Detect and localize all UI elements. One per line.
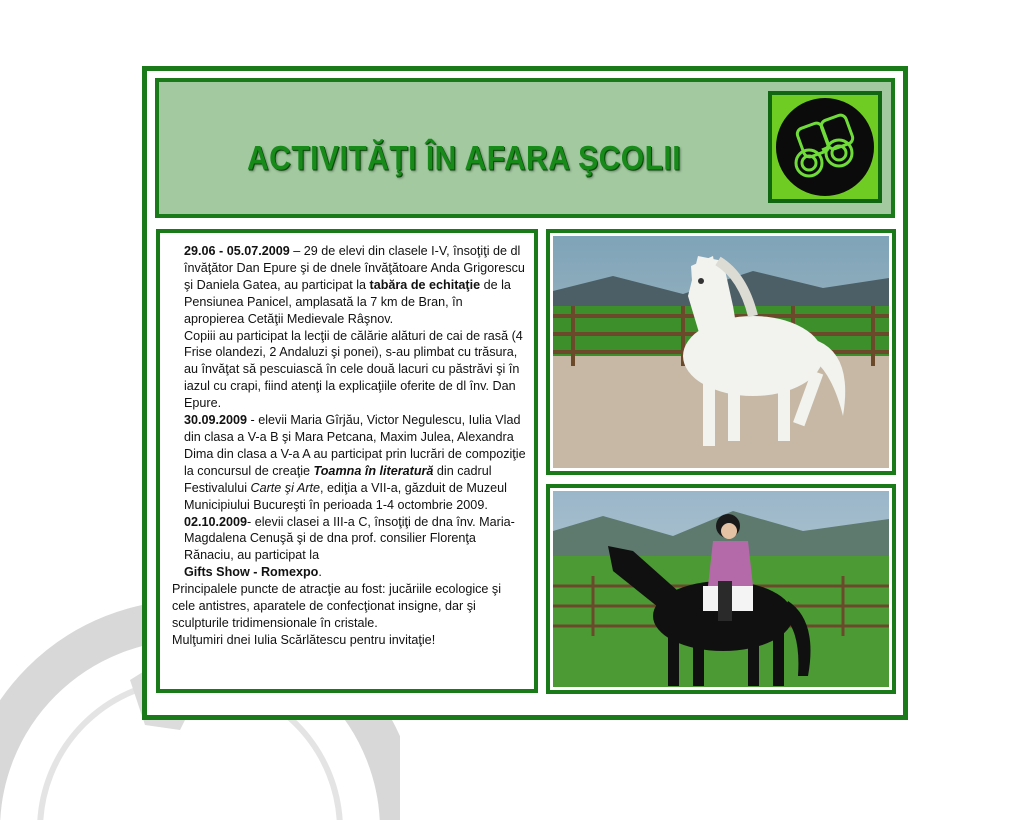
gifts-text-a: - elevii clasei a III-a C, însoţiţi de dna înv. Maria-Magdalena Cenuşă şi de dna prof. consilier Florenţa Rănaciu, au participat la	[184, 514, 515, 563]
date-gifts: 02.10.2009	[184, 514, 248, 529]
girl-riding-horse-image	[553, 491, 889, 687]
photo-white-horse	[546, 229, 896, 475]
date-contest: 30.09.2009	[184, 413, 248, 428]
gifts-show-name: Gifts Show - Romexpo	[184, 565, 319, 580]
paragraph-attractions: Principalele puncte de atracţie au fost: jucăriile ecologice şi cele antistres, aparatele de confecţionat insigne, dar şi sculpturile tridimensionale în cristale.	[172, 582, 502, 630]
photo-girl-riding	[546, 484, 896, 694]
gifts-show-period: .	[318, 565, 322, 580]
paragraph-gifts	[172, 514, 526, 565]
contest-title: Toamna în literatură	[313, 463, 434, 478]
paragraph-thanks: Mulţumiri dnei Iulia Scărlătescu pentru invitaţie!	[172, 632, 436, 647]
header-banner	[155, 78, 895, 218]
festival-name: Carte şi Arte	[250, 480, 321, 495]
article-body	[172, 243, 526, 649]
camp-highlight: tabăra de echitaţie	[369, 277, 481, 292]
paragraph-romexpo	[172, 564, 526, 581]
paragraph-camp	[172, 243, 526, 328]
paragraph-contest	[172, 412, 526, 513]
white-horse-image	[553, 236, 889, 468]
paragraph-riding: Copiii au participat la lecţii de călărie alături de cai de rasă (4 Frise olandezi, 2 Andaluzi şi ponei), s-au plimbat cu trăsura, au învăţat să pescuiască în cele două lacuri cu păstrăvi şi în iazul cu crapi, fiind atenţi la explicaţiile oferite de dl înv. Dan Epure.	[184, 328, 523, 411]
binoculars-icon	[772, 95, 878, 199]
camp-text-b: de la Pensiunea Panicel, amplasată la 7 km de Bran, în apropierea Cetăţii Medievale Râşnov.	[184, 277, 511, 326]
contest-text-b: din cadrul Festivalului	[184, 463, 492, 495]
page-title: ACTIVITĂŢI ÎN AFARA ŞCOLII	[247, 139, 682, 178]
activity-logo	[768, 91, 882, 203]
date-camp: 29.06 - 05.07.2009	[184, 244, 290, 258]
article-text-box	[156, 229, 538, 693]
camp-text-a: – 29 de elevi din clasele I-V, însoţiţi de dl învăţător Dan Epure şi de dnele învăţătoare Anda Grigorescu şi Daniela Gatea, au participat la	[184, 244, 525, 292]
contest-text-c: , ediţia a VII-a, găzduit de Muzeul Municipiului Bucureşti în perioada 1-4 octombrie 2009.	[184, 480, 507, 512]
contest-text-a: - elevii Maria Gîrjău, Victor Negulescu, Iulia Vlad din clasa a V-a B şi Mara Petcana, Maxim Julea, Alexandra Dima din clasa a V-a A au participat prin lucrări de compoziţie la concursul de creaţie	[184, 413, 526, 478]
